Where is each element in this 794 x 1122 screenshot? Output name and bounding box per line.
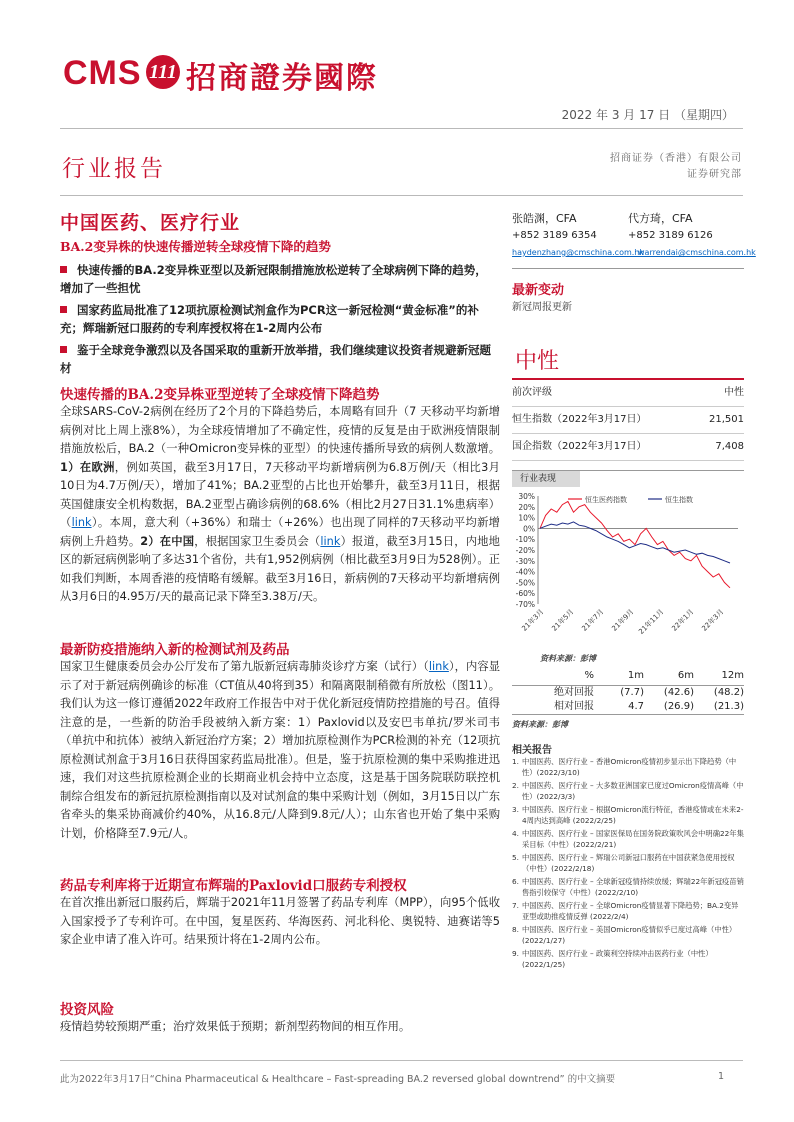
related-report-title: 中国医药、医疗行业 – 全球Omicron疫情显著下降趋势；BA.2变异亚型或助推疫情反弹 (2022/2/4)	[522, 901, 739, 921]
related-report-item[interactable]	[512, 852, 744, 874]
x-tick-label: 22年3月	[700, 607, 726, 633]
cell-value: 4.7	[628, 701, 644, 712]
header-cell: %	[584, 670, 594, 681]
cell-value: (42.6)	[663, 687, 694, 698]
footer-divider	[60, 1060, 743, 1061]
header-cell: 6m	[677, 670, 694, 681]
cell-value: 21,501	[709, 414, 744, 425]
cell-label: 国企指数（2022年3月17日）	[512, 441, 647, 452]
related-report-item[interactable]	[512, 900, 744, 922]
legend-label: 恒生指数	[665, 496, 693, 504]
cell-label: 前次评级	[512, 387, 552, 398]
section-heading-ba2: 快速传播的BA.2变异株亚型逆转了全球疫情下降趋势	[60, 387, 380, 403]
section-body-risks	[60, 1018, 500, 1037]
cell-label: 相对回报	[554, 701, 594, 712]
y-tick-label: -30%	[515, 556, 535, 566]
source-link[interactable]: link	[428, 660, 449, 673]
org-name	[610, 151, 742, 183]
table-row	[512, 380, 744, 407]
para-text: ）。本周，意大利（+36%）和瑞士（+26%）也出现了同样的7天移动平均新增病例上升趋势。	[60, 516, 500, 548]
key-point	[60, 262, 498, 297]
y-tick-label: -70%	[515, 600, 535, 609]
analyst-block	[512, 210, 756, 261]
y-tick-label: 10%	[518, 513, 535, 523]
related-report-title: 中国医药、医疗行业 – 根据Omicron流行特征，香港疫情或在未来2-4周内达到高峰 (2022/2/25)	[522, 805, 744, 825]
cell-value: 中性	[724, 387, 744, 398]
section-heading-patent: 药品专利库将于近期宣布辉瑞的Paxlovid口服药专利授权	[60, 878, 407, 894]
cell-value: (7.7)	[620, 687, 644, 698]
org-line-1: 招商证券（香港）有限公司	[610, 153, 742, 164]
related-report-item[interactable]	[512, 828, 744, 850]
related-report-title: 中国医药、医疗行业 – 香港Omicron疫情初步显示出下降趋势（中性）(2022/3/10)	[522, 757, 737, 777]
header-cell: 12m	[721, 670, 744, 681]
bullet-square-icon	[60, 346, 67, 353]
analyst-divider	[512, 268, 744, 269]
source-link[interactable]: link	[320, 534, 341, 548]
page-number: 1	[717, 1071, 724, 1082]
related-report-item[interactable]	[512, 756, 744, 778]
related-report-number: 2.	[512, 781, 519, 790]
para-text: 国家卫生健康委员会办公厅发布了第九版新冠病毒肺炎诊疗方案（试行）（	[60, 660, 429, 673]
logo-badge: 111	[146, 55, 180, 89]
section-body-ba2	[60, 403, 500, 607]
key-point-text: 鉴于全球竞争激烈以及各国采取的重新开放举措，我们继续建议投资者规避新冠题材	[60, 343, 491, 375]
para-text: 在首次推出新冠口服药后，辉瑞于2021年11月签署了药品专利库（MPP），向95个低收入国家授予了专利许可。在中国，复星医药、华海医药、河北科伦、奥锐特、迪赛诺等5家企业申请了准入许可。结果预计将在1-2周内公布。	[60, 896, 500, 946]
related-report-title: 中国医药、医疗行业 – 大多数亚洲国家已度过Omicron疫情高峰（中性）(2022/3/3)	[522, 781, 744, 801]
performance-chart	[506, 488, 746, 650]
table-header-row	[512, 669, 744, 686]
org-line-2: 证券研究部	[687, 169, 742, 180]
related-report-number: 4.	[512, 829, 519, 838]
logo-chinese-name: 招商證券國際	[186, 61, 378, 96]
cell-value: 7,408	[715, 441, 744, 452]
y-tick-label: 20%	[518, 502, 535, 512]
footer-note: 此为2022年3月17日“China Pharmaceutical & Healthcare – Fast-spreading BA.2 reversed global downtrend” 的中文摘要	[60, 1074, 616, 1085]
cell-label: 绝对回报	[554, 687, 594, 698]
related-report-title: 中国医药、医疗行业 – 政策利空持续冲击医药行业（中性）(2022/1/25)	[522, 949, 713, 969]
header-divider	[60, 128, 743, 129]
returns-table	[512, 669, 744, 730]
analyst-email[interactable]: haydenzhang@cmschina.com.hk	[512, 248, 644, 257]
cell-value: (48.2)	[713, 687, 744, 698]
section-divider	[60, 195, 743, 196]
cell-value: (26.9)	[663, 701, 694, 712]
bullet-square-icon	[60, 266, 67, 273]
related-report-item[interactable]	[512, 876, 744, 898]
related-report-title: 中国医药、医疗行业 – 美国Omicron疫情似乎已度过高峰（中性）(2022/1/27)	[522, 925, 737, 945]
related-report-number: 9.	[512, 949, 519, 958]
related-report-item[interactable]	[512, 948, 744, 970]
chart-source: 资料来源：彭博	[540, 654, 596, 663]
table-source: 资料来源：彭博	[512, 720, 568, 729]
y-tick-label: 30%	[518, 492, 535, 501]
y-tick-label: 0%	[523, 524, 535, 534]
analyst-phone: +852 3189 6354	[512, 230, 597, 241]
para-text: 全球SARS-CoV-2病例在经历了2个月的下降趋势后，本周略有回升（7 天移动平均新增病例对比上周上涨8%），为全球疫情增加了不确定性，疫情的反复是由于欧洲疫情限制措施放松后，BA.2（一种Omicron变异株的亚型）的快速传播所导致的病例人数激增。	[60, 405, 500, 455]
x-tick-label: 21年7月	[580, 607, 606, 633]
series-line-1	[540, 501, 730, 587]
related-report-number: 6.	[512, 877, 519, 886]
key-point	[60, 342, 498, 377]
related-reports-list	[512, 756, 744, 972]
update-text: 新冠周报更新	[512, 302, 572, 313]
related-reports-heading: 相关报告	[512, 745, 552, 756]
related-report-number: 3.	[512, 805, 519, 814]
para-text: ，例如英国，截至3月17日，7天移动平均新增病例为6.8万例/天（相比3月10日为4.7万例/天），增加了41%；BA.2亚型的占比也开始攀升，截至3月11日，根据英国健康安全机构数据，BA.2亚型占确诊病例的68.6%（相比2月27日31.1%患病率）（	[60, 460, 500, 529]
bullet-square-icon	[60, 306, 67, 313]
x-tick-label: 21年9月	[610, 607, 636, 633]
analyst-email[interactable]: warrendai@cmschina.com.hk	[638, 248, 756, 257]
para-text: ，根据国家卫生委员会（	[194, 534, 321, 548]
para-text: ），内容显示了对于新冠病例确诊的标准（CT值从40将到35）和隔离限制稍微有所放松（图11）。我们认为这一修订遵循2022年政府工作报告中对于优化新冠疫情防控措施的号召。值得注意的是，一些新的防治手段被纳入新方案：1）Paxlovid以及安巴韦单抗/罗米司韦（单抗中和抗体）被纳入新冠治疗方案；2）增加抗原检测作为PCR检测的补充（12项抗原检测试剂盒于3月16日获得国家药监局批准）。但是，鉴于抗原检测的集中采购推进迅速，我们对这些抗原检测企业的长期商业机会持中立态度，这是基于国务院联防联控机制综合组发布的新冠抗原检测指南以及对试剂盒的集中采购计划（例如，3月15日以广东省牵头的集采协商减价约40%，从16.8元/人降到9.8元/人）；山东省也开始了集中采购计划，价格降至7.9元/人。	[60, 660, 500, 840]
para-text: 疫情趋势较预期严重；治疗效果低于预期；新剂型药物间的相互作用。	[60, 1020, 411, 1033]
related-report-item[interactable]	[512, 804, 744, 826]
y-tick-label: -20%	[515, 546, 535, 555]
y-tick-label: -40%	[515, 567, 535, 577]
report-subtitle: BA.2变异株的快速传播逆转全球疫情下降的趋势	[60, 239, 331, 254]
logo-cms-text: CMS	[63, 54, 142, 92]
key-point-text: 快速传播的BA.2变异株亚型以及新冠限制措施放松逆转了全球病例下降的趋势，增加了一些担忧	[60, 263, 487, 295]
key-data-table	[512, 378, 744, 461]
table-row	[512, 700, 744, 715]
report-date: 2022 年 3 月 17 日 （星期四）	[561, 108, 734, 122]
table-row	[512, 434, 744, 461]
section-body-patent	[60, 894, 500, 950]
section-heading-measures: 最新防疫措施纳入新的检测试剂及药品	[60, 642, 290, 658]
related-report-number: 1.	[512, 757, 519, 766]
report-type: 行业报告	[62, 156, 166, 182]
analyst-phone: +852 3189 6126	[628, 230, 713, 241]
report-title: 中国医药、医疗行业	[60, 212, 241, 234]
rating: 中性	[515, 349, 560, 374]
section-body-measures	[60, 658, 500, 843]
y-tick-label: -60%	[515, 589, 535, 599]
related-report-number: 8.	[512, 925, 519, 934]
table-row	[512, 407, 744, 434]
legend-label: 恒生医药指数	[585, 496, 627, 504]
related-report-item[interactable]	[512, 924, 744, 946]
update-heading: 最新变动	[512, 283, 565, 298]
related-report-number: 5.	[512, 853, 519, 862]
key-points	[60, 262, 498, 382]
cell-label: 恒生指数（2022年3月17日）	[512, 414, 647, 425]
y-tick-label: -50%	[515, 578, 535, 588]
x-tick-label: 21年3月	[520, 607, 546, 633]
related-report-item[interactable]	[512, 780, 744, 802]
analyst-name: 代方琦，CFA	[628, 212, 693, 225]
analyst-name: 张皓渊，CFA	[512, 212, 577, 225]
key-point	[60, 302, 498, 337]
source-link[interactable]: link	[71, 516, 92, 529]
para-bold: 2）在中国	[140, 534, 195, 548]
header-cell: 1m	[627, 670, 644, 681]
related-report-title: 中国医药、医疗行业 – 国家医保局在国务院政策吹风会中明确22年集采目标（中性）(2022/2/21)	[522, 829, 744, 849]
section-heading-risks: 投资风险	[60, 1002, 114, 1018]
para-bold: 1）在欧洲	[60, 460, 115, 474]
x-tick-label: 22年1月	[670, 607, 696, 633]
y-tick-label: -10%	[515, 535, 535, 545]
related-report-title: 中国医药、医疗行业 – 全球新冠疫情持续放缓；辉瑞22年新冠疫苗销售指引较保守（中性）(2022/2/10)	[522, 877, 744, 897]
para-text: ）报道，截至3月15日，内地地区的新冠病例影响了多达31个省份，共有1,952例病例（相比截至3月9日为528例）。正如我们判断，本周香港的疫情略有缓解。截至3月16日，新病例的7天移动平均新增病例从3月6日的4.95万/天的最高记录下降至3.38万/天。	[60, 534, 500, 603]
table-row	[512, 686, 744, 700]
performance-tab: 行业表现	[512, 471, 580, 487]
x-tick-label: 21年11月	[637, 607, 666, 636]
related-report-number: 7.	[512, 901, 519, 910]
cell-value: (21.3)	[713, 701, 744, 712]
related-report-title: 中国医药、医疗行业 – 辉瑞公司新冠口服药在中国获紧急使用授权（中性）(2022/2/18)	[522, 853, 735, 873]
x-tick-label: 21年5月	[550, 607, 576, 633]
key-point-text: 国家药监局批准了12项抗原检测试剂盒作为PCR这一新冠检测“黄金标准”的补充；辉瑞新冠口服药的专利库授权将在1-2周内公布	[60, 303, 479, 335]
